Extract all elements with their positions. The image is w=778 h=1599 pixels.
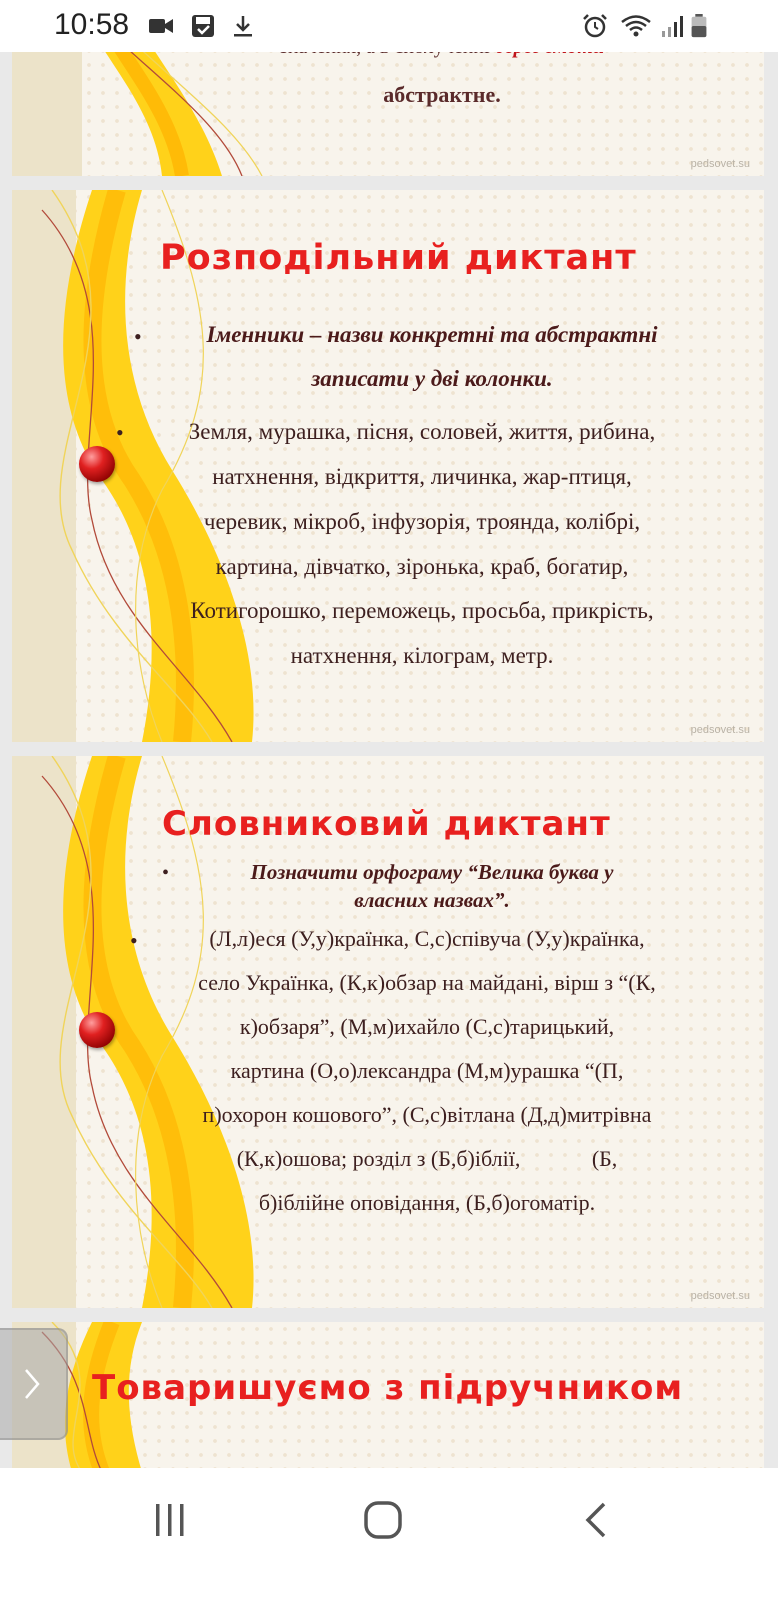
red-ball-decoration	[79, 1012, 115, 1048]
chevron-right-icon	[20, 1364, 44, 1404]
side-panel-handle[interactable]	[0, 1328, 68, 1440]
word-line: село Українка, (К,к)обзар на майдані, вірш з “(К,	[198, 970, 656, 995]
word-line: б)іблійне оповідання, (Б,б)огоматір.	[258, 1190, 596, 1215]
navigation-bar	[0, 1468, 778, 1599]
word-line: к)обзаря”, (М,м)ихайло (С,с)тарицький,	[239, 1014, 615, 1039]
word-line: натхнення, відкриття, личинка, жар-птиця,	[212, 464, 632, 489]
word-line: черевик, мікроб, інфузорія, троянда, колібрі,	[203, 509, 641, 534]
instruction-line: власних назвах”.	[354, 888, 510, 912]
instruction-line: записати у дві колонки.	[311, 366, 553, 391]
watermark: pedsovet.su	[690, 158, 750, 170]
slide-4	[12, 1322, 764, 1472]
bullet: •	[130, 928, 138, 953]
watermark: pedsovet.su	[690, 1290, 750, 1302]
bullet: •	[134, 324, 142, 349]
back-icon[interactable]	[578, 1500, 618, 1540]
status-time: 10:58	[54, 8, 130, 41]
bullet: •	[162, 862, 170, 884]
word-line: картина, дівчатко, зіронька, краб, богатир,	[215, 554, 629, 579]
red-ball-decoration	[79, 446, 115, 482]
word-line: (Л,л)еся (У,у)країнка, С,с)співуча (У,у)країнка,	[209, 926, 645, 951]
slide-3	[12, 756, 764, 1308]
slide-title: Словниковий диктант	[162, 804, 611, 844]
instruction-line: Іменники – назви конкретні та абстрактні	[206, 322, 658, 347]
signal-icon	[660, 14, 686, 38]
slide-1-last-line: абстрактне.	[383, 82, 501, 107]
slide-2	[12, 190, 764, 742]
wifi-icon	[620, 14, 652, 38]
download-icon	[230, 14, 256, 38]
slide-title: Товаришуємо з підручником	[92, 1368, 684, 1408]
home-icon[interactable]	[363, 1500, 403, 1540]
save-icon	[190, 14, 216, 38]
word-line: картина (О,о)лександра (М,м)урашка “(П,	[230, 1058, 624, 1083]
alarm-icon	[582, 14, 608, 38]
word-line: Земля, мурашка, пісня, соловей, життя, рибина,	[188, 419, 656, 444]
word-line: натхнення, кілограм, метр.	[290, 643, 554, 668]
word-line: Котигорошко, переможець, просьба, прикрість,	[190, 598, 654, 623]
video-icon	[148, 14, 174, 38]
word-line: п)охорон кошового”, (С,с)вітлана (Д,д)митрівна	[202, 1102, 652, 1127]
watermark: pedsovet.su	[690, 724, 750, 736]
recent-apps-icon[interactable]	[150, 1500, 190, 1540]
word-line: (К,к)ошова; розділ з (Б,б)іблії, (Б,	[236, 1146, 618, 1171]
status-bar	[0, 0, 778, 52]
battery-icon	[690, 14, 708, 38]
instruction-line: Позначити орфограму “Велика буква у	[250, 860, 614, 884]
slide-title: Розподільний диктант	[160, 238, 637, 278]
bullet: •	[116, 420, 124, 445]
